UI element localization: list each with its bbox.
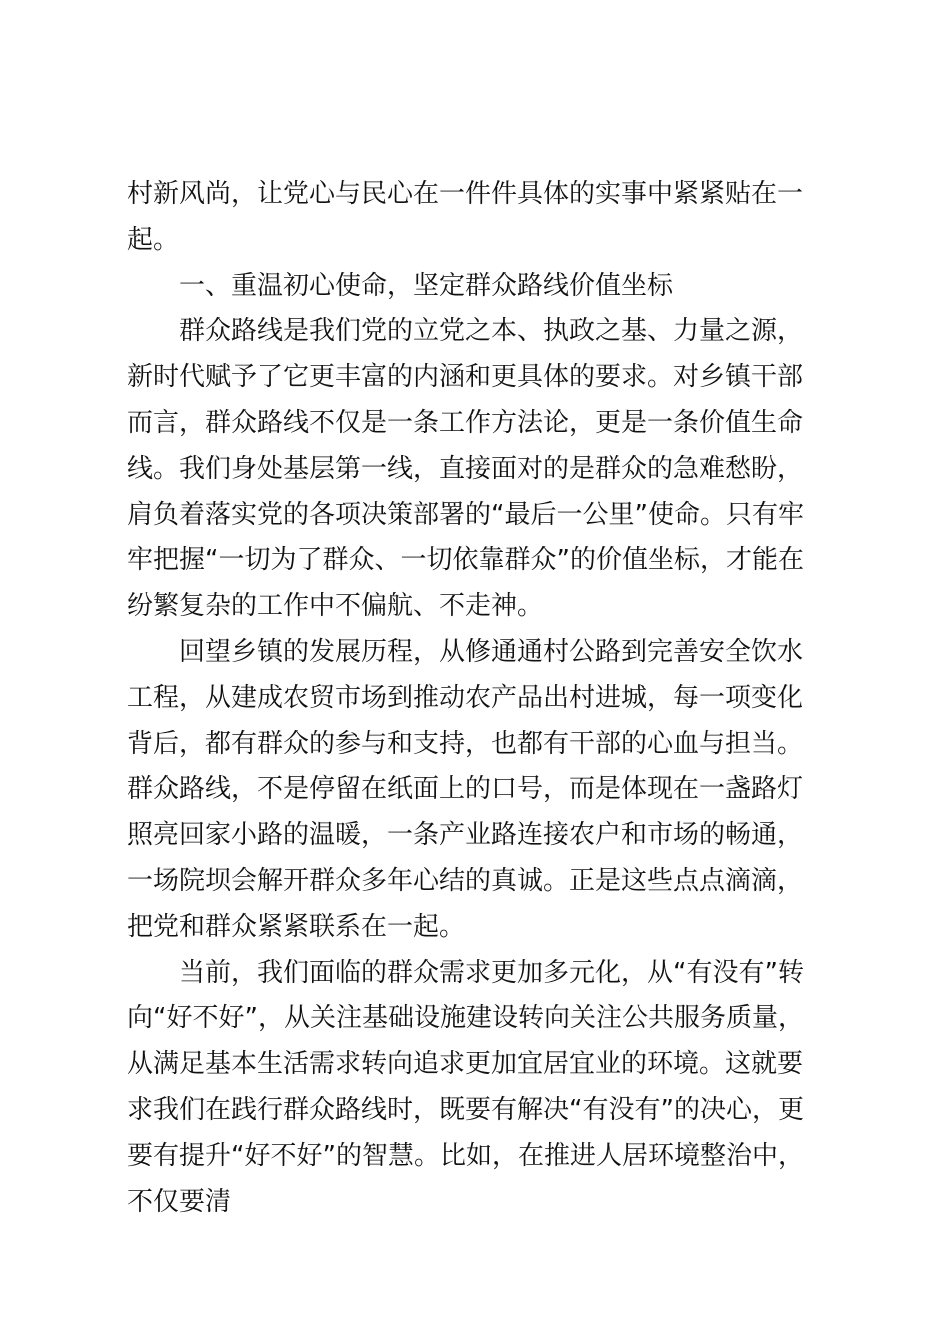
section-heading: 一、重温初心使命，坚定群众路线价值坐标 [179, 270, 674, 301]
body-paragraph: 群众路线是我们党的立党之本、执政之基、力量之源，新时代赋予了它更丰富的内涵和更具体的要求。对乡镇干部而言，群众路线不仅是一条工作方法论，更是一条价值生命线。我们身处基层第一线，直接面对的是群众的急难愁盼，肩负着落实党的各项决策部署的“最后一公里”使命。只有牢牢把握“一切为了群众、一切依靠群众”的价值坐标，才能在纷繁复杂的工作中不偏航、不走神。 [127, 316, 804, 622]
continuation-paragraph: 村新风尚，让党心与民心在一件件具体的实事中紧紧贴在一起。 [127, 179, 804, 255]
document-body [127, 172, 827, 1225]
body-paragraph: 当前，我们面临的群众需求更加多元化，从“有没有”转向“好不好”，从关注基础设施建设转向关注公共服务质量，从满足基本生活需求转向追求更加宜居宜业的环境。这就要求我们在践行群众路线时，既要有解决“有没有”的决心，更要有提升“好不好”的智慧。比如，在推进人居环境整治中，不仅要清 [127, 957, 804, 1217]
body-paragraph: 回望乡镇的发展历程，从修通通村公路到完善安全饮水工程，从建成农贸市场到推动农产品出村进城，每一项变化背后，都有群众的参与和支持，也都有干部的心血与担当。群众路线，不是停留在纸面上的口号，而是体现在一盏路灯照亮回家小路的温暖，一条产业路连接农户和市场的畅通，一场院坝会解开群众多年心结的真诚。正是这些点点滴滴，把党和群众紧紧联系在一起。 [127, 636, 804, 942]
